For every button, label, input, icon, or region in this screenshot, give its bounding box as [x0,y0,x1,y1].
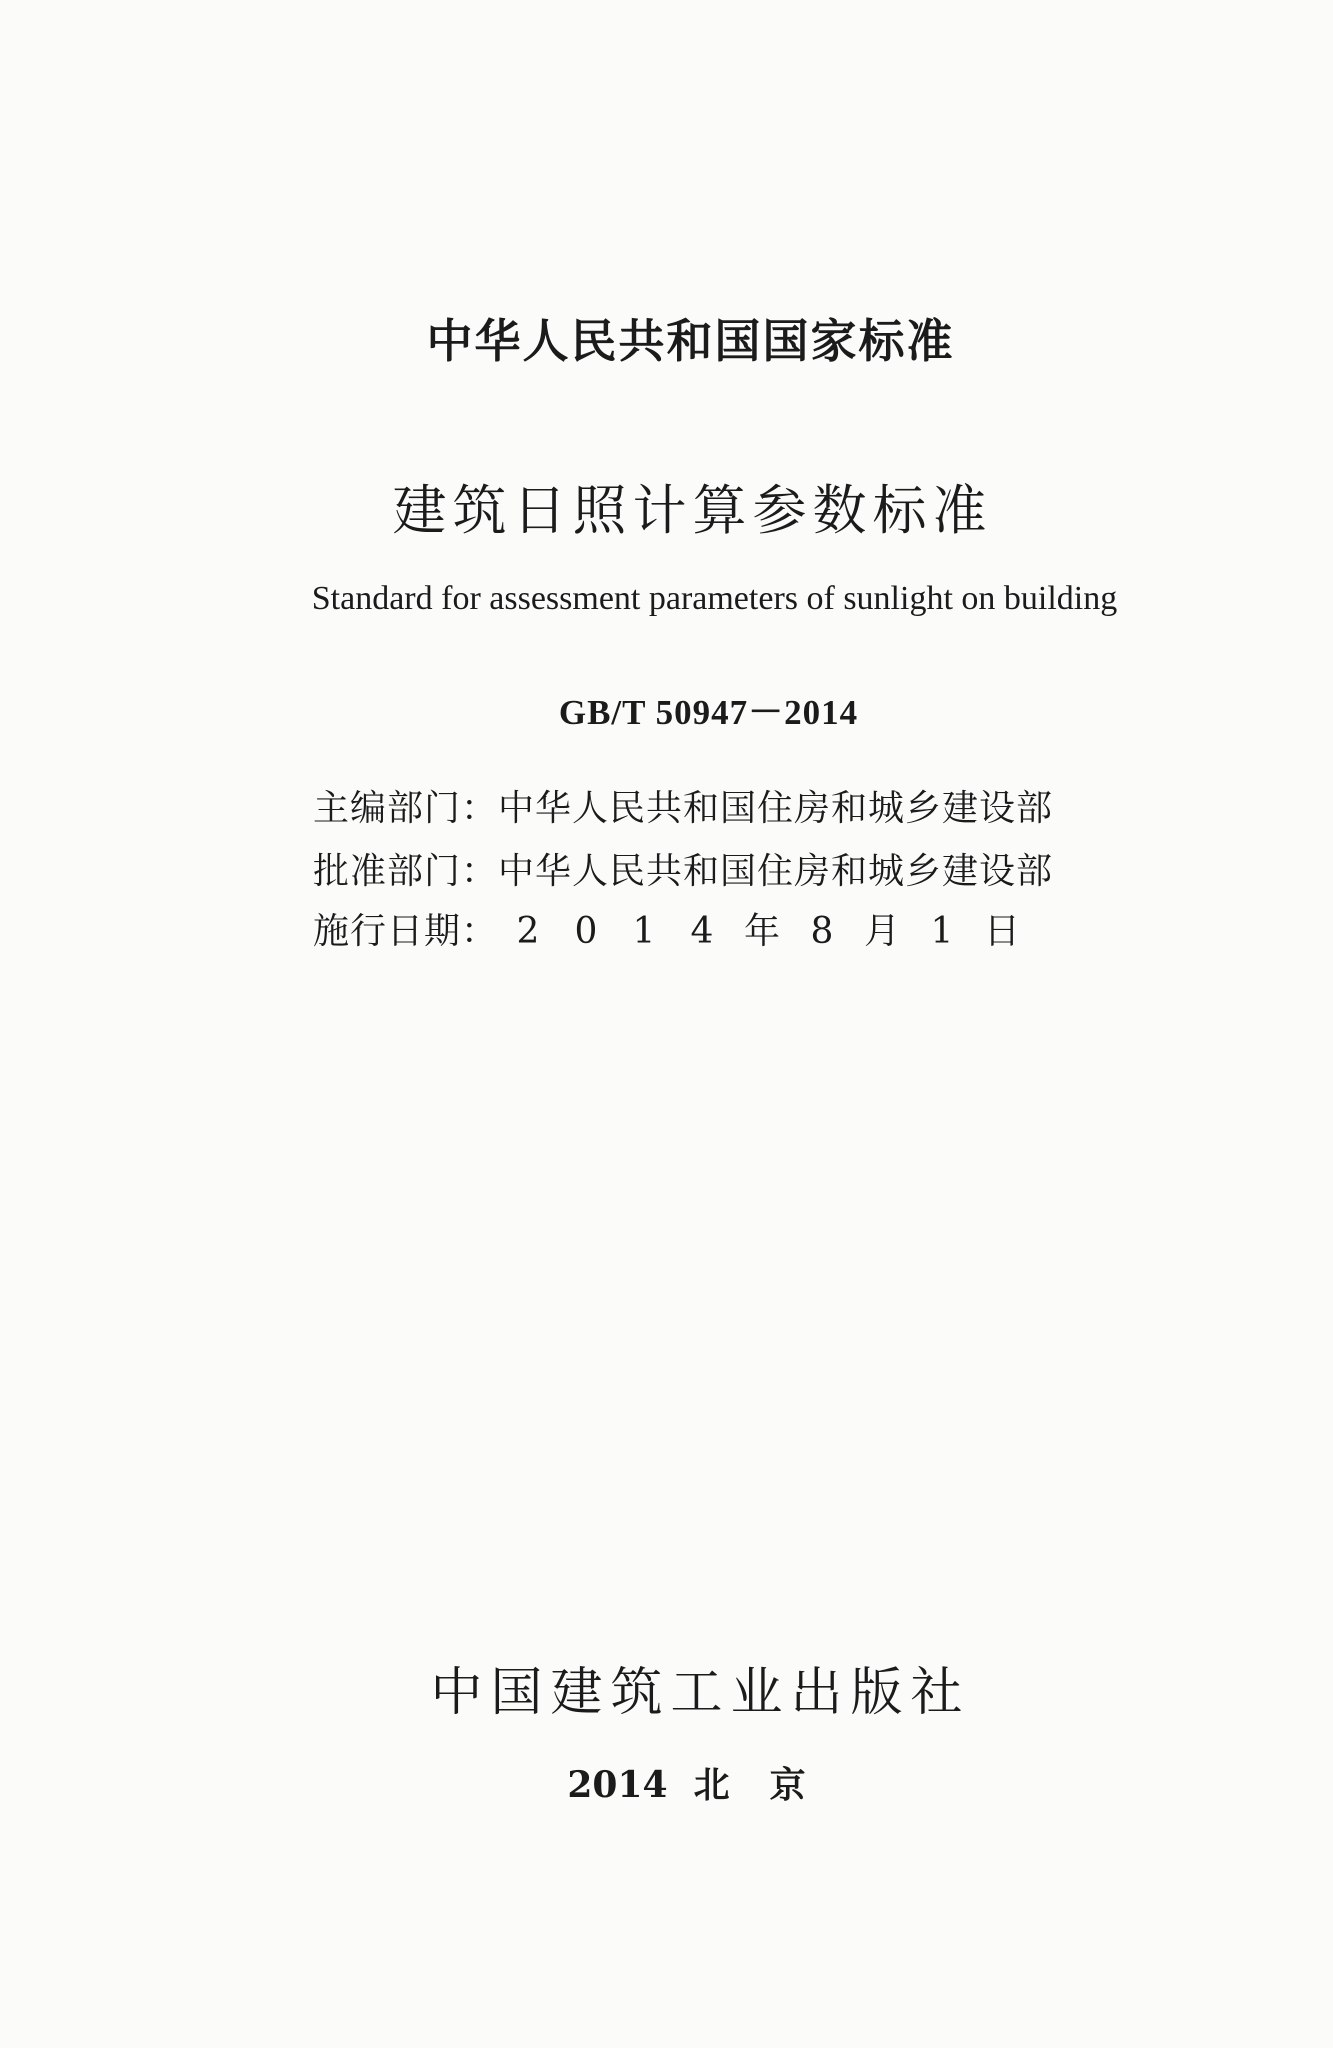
date-part: 8 [810,911,835,952]
date-part: 1 [632,911,657,952]
date-part: 年 [743,911,781,952]
standard-title-english: Standard for assessment parameters of sunlight on building [311,580,1118,617]
publication-place-year [20,1757,1333,1808]
publication-year: 2014 [567,1764,668,1806]
chief-editor-label: 主编部门： [313,788,499,829]
publication-city-char-2: 京 [769,1764,806,1806]
effective-date-row [313,903,1022,954]
date-part: 2 [516,911,541,952]
chief-editor-row [313,780,1053,831]
standard-title-chinese: 建筑日照计算参数标准 [392,479,993,542]
effective-date-value [498,911,1022,952]
national-standard-heading: 中华人民共和国国家标准 [426,314,955,368]
publisher-name: 中国建筑工业出版社 [430,1663,971,1723]
date-part: 4 [690,911,715,952]
date-part: 0 [574,911,599,952]
date-part: 日 [983,911,1021,952]
date-part: 月 [863,911,901,952]
approver-label: 批准部门： [313,851,499,892]
effective-date-label: 施行日期： [313,911,499,952]
publication-city-char-1: 北 [693,1764,730,1806]
approver-row [313,843,1053,894]
chief-editor-value: 中华人民共和国住房和城乡建设部 [498,788,1054,829]
date-part: 1 [930,911,955,952]
standard-code: GB/T 50947－2014 [558,693,859,732]
approver-value: 中华人民共和国住房和城乡建设部 [498,851,1054,892]
